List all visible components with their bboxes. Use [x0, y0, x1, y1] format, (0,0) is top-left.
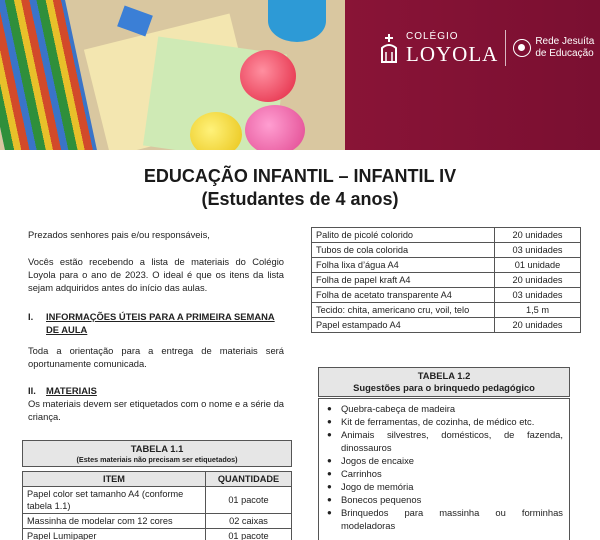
page-title	[0, 165, 600, 211]
rede-jesuita-seal-icon	[513, 39, 531, 57]
header-banner	[0, 0, 600, 150]
intro-paragraph: Vocês estão recebendo a lista de materiais do Colégio Loyola para o ano de 2023. O ideal é que os itens da lista sejam adquiridos antes do início das aulas.	[28, 256, 284, 293]
table-row: Tecido: chita, americano cru, voil, telo 1,5 m	[312, 303, 581, 318]
list-item: ● Quebra-cabeça de madeira	[327, 403, 456, 414]
loyola-label: LOYOLA	[406, 42, 499, 66]
table-row: Palito de picolé colorido 20 unidades	[312, 228, 581, 243]
bullet-icon: ●	[327, 430, 332, 439]
loyola-emblem-icon	[378, 32, 400, 64]
table-1-2-caption: TABELA 1.2 Sugestões para o brinquedo pedagógico	[318, 367, 570, 397]
table-row: Folha de papel kraft A4 20 unidades	[312, 273, 581, 288]
school-supplies-photo	[0, 0, 345, 150]
section2-text: Os materiais devem ser etiquetados com o nome e a série da criança.	[28, 398, 284, 422]
table-row: Papel color set tamanho A4 (conforme tabela 1.1) 01 pacote	[23, 487, 292, 514]
column-header-quantity: QUANTIDADE	[206, 472, 292, 487]
section2-heading: II. MATERIAIS	[28, 385, 97, 396]
table-row: Folha de acetato transparente A4 03 unidades	[312, 288, 581, 303]
suggestions-list	[318, 398, 570, 540]
school-logo	[378, 30, 594, 66]
title-line1: EDUCAÇÃO INFANTIL – INFANTIL IV	[143, 166, 457, 186]
bullet-icon: ●	[327, 469, 332, 478]
left-column	[28, 228, 284, 423]
bullet-icon: ●	[327, 495, 332, 504]
list-item: ● Carrinhos	[327, 468, 382, 479]
table-1-1	[22, 440, 292, 540]
table-1-1-grid	[22, 471, 292, 540]
bullet-icon: ●	[327, 417, 332, 426]
column-header-item: ITEM	[23, 472, 206, 487]
bullet-icon: ●	[327, 456, 332, 465]
section1-heading: I. INFORMAÇÕES ÚTEIS PARA A PRIMEIRA SEMANA DE AULA	[28, 311, 275, 335]
bullet-icon: ●	[327, 482, 332, 491]
materials-table-continued	[311, 227, 581, 333]
title-line2: (Estudantes de 4 anos)	[201, 189, 399, 209]
table-row: Folha lixa d’água A4 01 unidade	[312, 258, 581, 273]
table-row: Tubos de cola colorida 03 unidades	[312, 243, 581, 258]
section1-text: Toda a orientação para a entrega de materiais será oportunamente comunicada.	[28, 345, 284, 369]
greeting: Prezados senhores pais e/ou responsáveis,	[28, 229, 210, 240]
colegio-label: COLÉGIO	[406, 31, 459, 42]
list-item: ● Bonecos pequenos	[327, 494, 422, 505]
list-item: ● Brinquedos para massinha ou forminhas modeladoras	[327, 507, 563, 531]
table-row: Massinha de modelar com 12 cores 02 caixas	[23, 514, 292, 529]
table-row: Papel estampado A4 20 unidades	[312, 318, 581, 333]
bullet-icon: ●	[327, 404, 332, 413]
rede-jesuita-label: Rede Jesuíta de Educação	[535, 36, 595, 59]
table-1-2	[318, 367, 570, 397]
list-item: ● Animais silvestres, domésticos, de fazenda, dinossauros	[327, 429, 563, 453]
table-1-1-caption: TABELA 1.1 (Estes materiais não precisam ser etiquetados)	[22, 440, 292, 467]
table-row: Papel Lumipaper 01 pacote	[23, 529, 292, 540]
bullet-icon: ●	[327, 508, 332, 517]
list-item: ● Jogo de memória	[327, 481, 414, 492]
list-item: ● Jogos de encaixe	[327, 455, 414, 466]
logo-divider	[505, 30, 506, 66]
list-item: ● Kit de ferramentas, de cozinha, de médico etc.	[327, 416, 535, 427]
